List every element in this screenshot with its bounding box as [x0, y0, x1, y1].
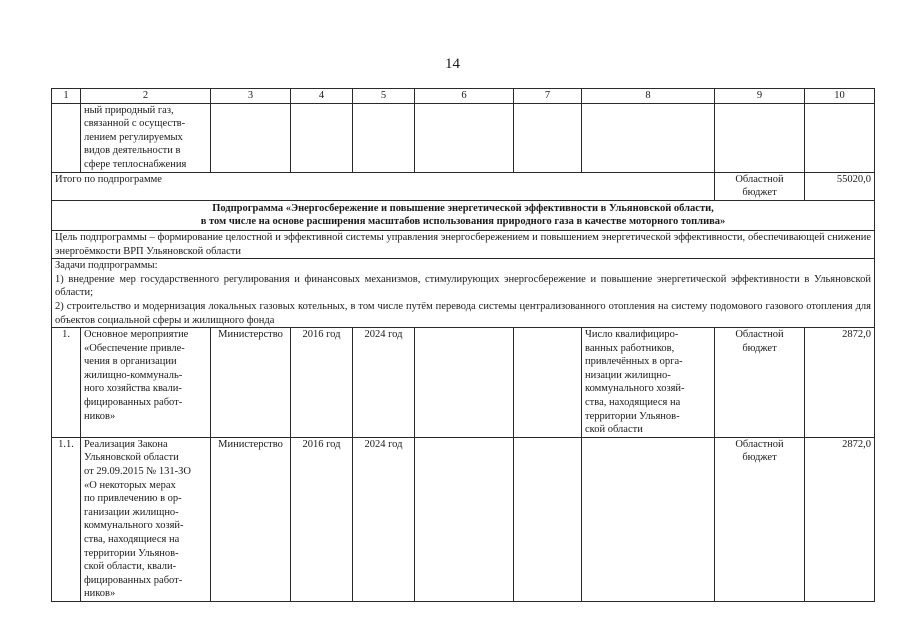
funding-value: 2872,0 — [805, 437, 875, 601]
end-year: 2024 год — [353, 328, 415, 438]
row-number: 1.1. — [52, 437, 81, 601]
text-line: ской области — [585, 424, 643, 436]
text-line: ников» — [84, 588, 116, 600]
continuation-text — [81, 103, 211, 172]
program-table — [51, 88, 875, 602]
text-line: ской области, квали- — [84, 561, 177, 573]
text-line: сфере теплоснабжения — [84, 158, 187, 170]
text-line: «Обеспечение привле- — [84, 342, 185, 354]
row-number: 1. — [52, 328, 81, 438]
text-line: от 29.09.2015 № 131-ЗО — [84, 466, 191, 478]
col-number: 8 — [582, 89, 715, 104]
funding-value: 2872,0 — [805, 328, 875, 438]
text-line: фицированных работ- — [84, 574, 183, 586]
start-year: 2016 год — [291, 328, 353, 438]
col-number: 1 — [52, 89, 81, 104]
executor: Министерство — [211, 437, 291, 601]
text-line: коммунального хозяй- — [585, 383, 685, 395]
measure-name — [81, 328, 211, 438]
text-line: лением регулируемых — [84, 131, 183, 143]
subprogram-title-row — [52, 200, 875, 230]
subprogram-tasks — [52, 259, 875, 328]
end-year: 2024 год — [353, 437, 415, 601]
text-line: жилищно-коммуналь- — [84, 369, 183, 381]
total-funding-source: Областной бюджет — [715, 172, 805, 200]
continuation-row — [52, 103, 875, 172]
text-line: ганизации жилищно- — [84, 506, 179, 518]
tasks-row — [52, 259, 875, 328]
total-row — [52, 172, 875, 200]
col-number: 3 — [211, 89, 291, 104]
text-line: низации жилищно- — [585, 369, 671, 381]
col-number: 7 — [514, 89, 582, 104]
text-line: «О некоторых мерах — [84, 479, 176, 491]
text-line: ного хозяйства квали- — [84, 383, 182, 395]
col-number: 6 — [415, 89, 514, 104]
tasks-heading: Задачи подпрограммы: — [55, 260, 158, 272]
col-number: 9 — [715, 89, 805, 104]
text-line: Реализация Закона — [84, 438, 168, 450]
text-line: ников» — [84, 410, 116, 422]
start-year: 2016 год — [291, 437, 353, 601]
measure-name — [81, 437, 211, 601]
total-label: Итого по подпрограмме — [52, 172, 715, 200]
text-line: чения в организации — [84, 356, 177, 368]
measure-row-1 — [52, 328, 875, 438]
text-line: территории Ульянов- — [585, 410, 680, 422]
text-line: по привлечению в ор- — [84, 493, 182, 505]
funding-source: Областной бюджет — [715, 437, 805, 601]
col-number: 2 — [81, 89, 211, 104]
goal-row — [52, 230, 875, 258]
text-line: видов деятельности в — [84, 145, 181, 157]
column-number-row — [52, 89, 875, 104]
text-line: Число квалифициро- — [585, 329, 679, 341]
subprogram-goal: Цель подпрограммы – формирование целостной и эффективной системы управления энергосбережением и повышением энергетической эффективности, обеспечивающей снижение энергоёмкости ВРП Ульяновской области — [52, 230, 875, 258]
text-line: связанной с осуществ- — [84, 118, 186, 130]
text-line: Ульяновской области — [84, 452, 179, 464]
text-line: фицированных работ- — [84, 397, 183, 409]
task-item: 1) внедрение мер государственного регулирования и финансовых механизмов, стимулирующих энергосбережение и повышение энергетической эффективности в Ульяновской области; — [55, 273, 871, 299]
text-line: ства, находящиеся на — [84, 534, 180, 545]
text-line: коммунального хозяй- — [84, 520, 184, 532]
measure-row-1-1 — [52, 437, 875, 601]
task-item: 2) строительство и модернизация локальных газовых котельных, в том числе путём перевода системы централизованного отопления на систему подомового газового отопления для объектов социальной сферы и жилищного фонда — [55, 300, 871, 326]
col-number: 4 — [291, 89, 353, 104]
total-value: 55020,0 — [805, 172, 875, 200]
target-indicator — [582, 328, 715, 438]
text-line: ства, находящиеся на — [585, 397, 681, 409]
executor: Министерство — [211, 328, 291, 438]
text-line: ный природный газ, — [84, 104, 174, 116]
text-line: ванных работников, — [585, 342, 675, 354]
funding-source: Областной бюджет — [715, 328, 805, 438]
subprogram-title — [52, 200, 875, 230]
text-line: территории Ульянов- — [84, 547, 179, 559]
subprogram-title-line: в том числе на основе расширения масштабов использования природного газа в качестве моторного топлива» — [200, 216, 726, 228]
text-line: привлечённых в орга- — [585, 356, 683, 368]
page-number: 14 — [445, 56, 460, 72]
text-line: Основное мероприятие — [84, 329, 189, 341]
col-number: 10 — [805, 89, 875, 104]
col-number: 5 — [353, 89, 415, 104]
subprogram-title-line: Подпрограмма «Энергосбережение и повышение энергетической эффективности в Ульяновской области, — [212, 202, 714, 214]
